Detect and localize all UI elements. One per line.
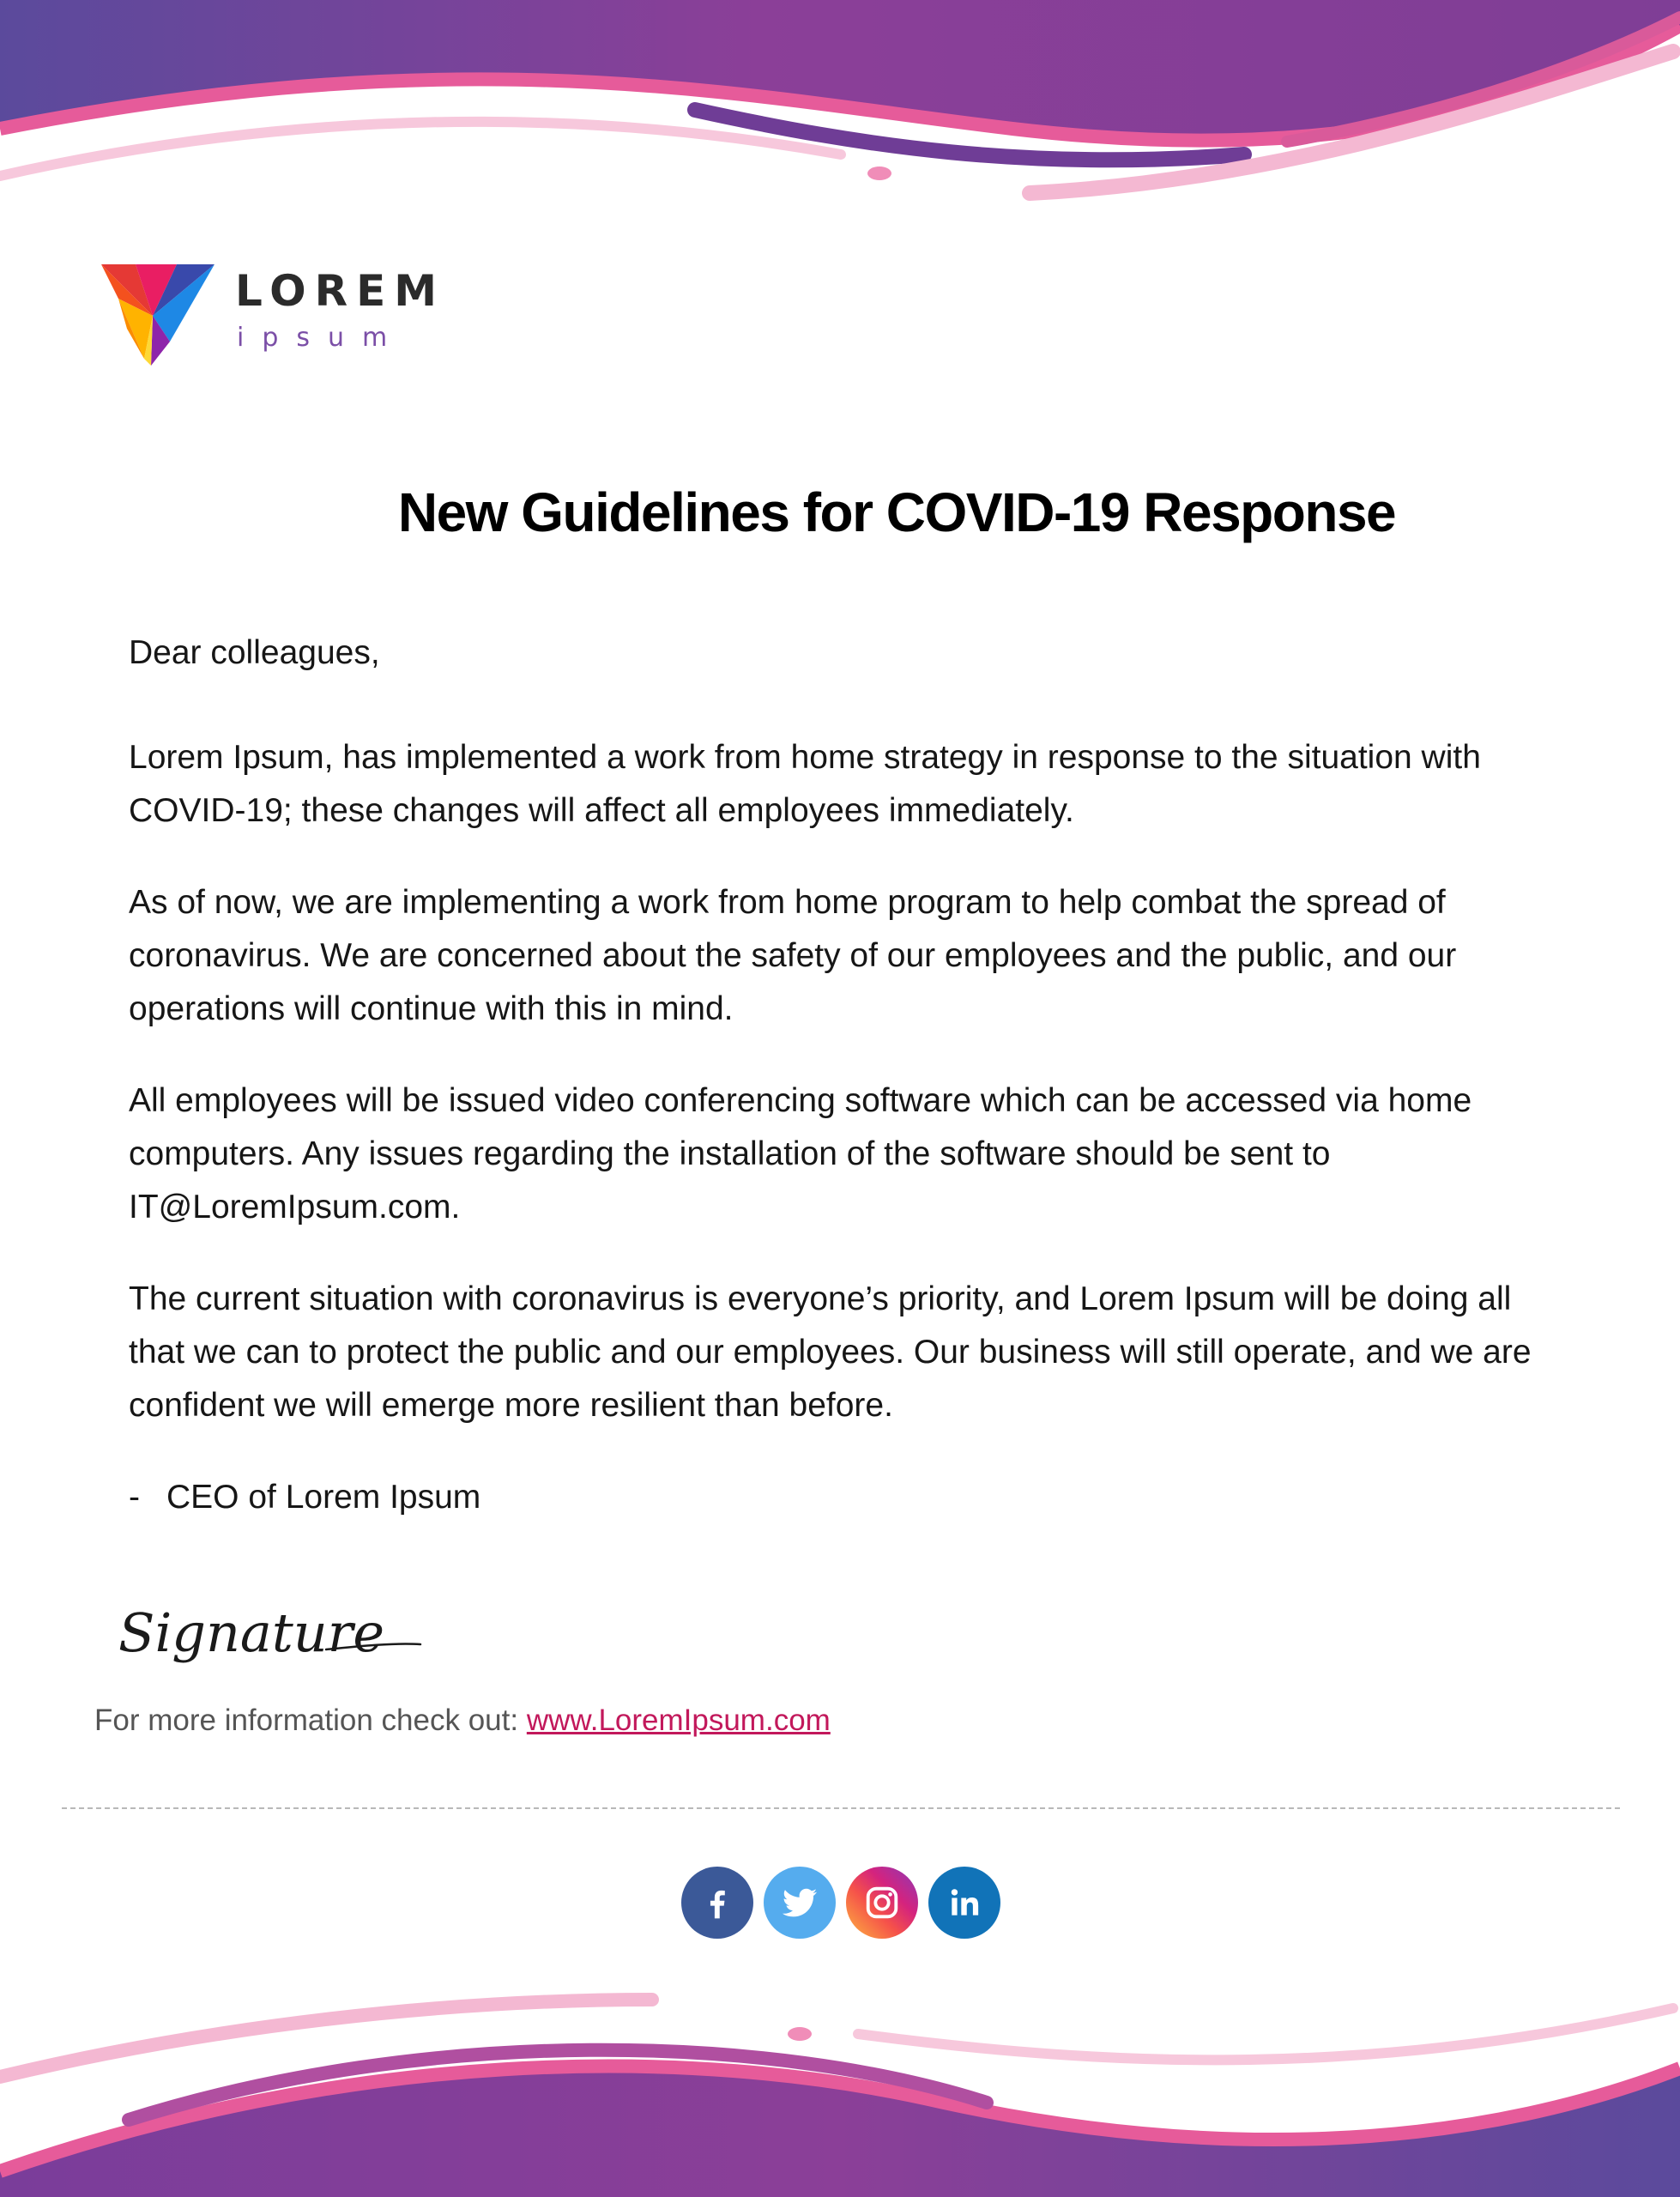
- footer-wave-decoration: [0, 1974, 1680, 2197]
- signoff-dash: -: [129, 1479, 140, 1516]
- social-icons: [681, 1867, 1000, 1939]
- header-wave-decoration: [0, 0, 1680, 223]
- signature-image: [112, 1589, 429, 1684]
- paragraph-4: The current situation with coronavirus is everyone’s priority, and Lorem Ipsum will be doing all that we can to protect the public and our employees. Our business will still operate, and we are confident we will emerge more resilient than before.: [129, 1280, 1532, 1424]
- paragraph-2: As of now, we are implementing a work from home program to help combat the spread of coronavirus. We are concerned about the safety of our employees and the public, and our operations will continue with this in mind.: [129, 884, 1457, 1027]
- signature-text: Signature: [118, 1601, 385, 1664]
- document-title: New Guidelines for COVID-19 Response: [397, 481, 1396, 543]
- company-logo: [101, 257, 445, 369]
- paragraph-1: Lorem Ipsum, has implemented a work from home strategy in response to the situation with COVID-19; these changes will affect all employees immediately.: [129, 739, 1481, 829]
- linkedin-icon[interactable]: [928, 1867, 1000, 1939]
- logo-wordmark: LOREM: [235, 266, 445, 316]
- website-link[interactable]: www.LoremIpsum.com: [526, 1704, 831, 1737]
- logo-mark-icon: [101, 264, 215, 366]
- facebook-icon[interactable]: [681, 1867, 753, 1939]
- signoff: [129, 1471, 1570, 1524]
- more-info-label: For more information check out:: [94, 1704, 519, 1737]
- logo-subtitle: ipsum: [237, 323, 406, 353]
- paragraph-3: All employees will be issued video conferencing software which can be accessed via home computers. Any issues regarding the installation of the software should be sent to IT@LoremIpsum.com.: [129, 1082, 1472, 1226]
- letter-body: [129, 626, 1570, 1563]
- twitter-icon[interactable]: [764, 1867, 836, 1939]
- signoff-name: CEO of Lorem Ipsum: [166, 1479, 481, 1516]
- more-info-line: [94, 1704, 831, 1738]
- dashed-divider: [62, 1807, 1620, 1809]
- greeting: Dear colleagues,: [129, 634, 380, 671]
- instagram-icon[interactable]: [846, 1867, 918, 1939]
